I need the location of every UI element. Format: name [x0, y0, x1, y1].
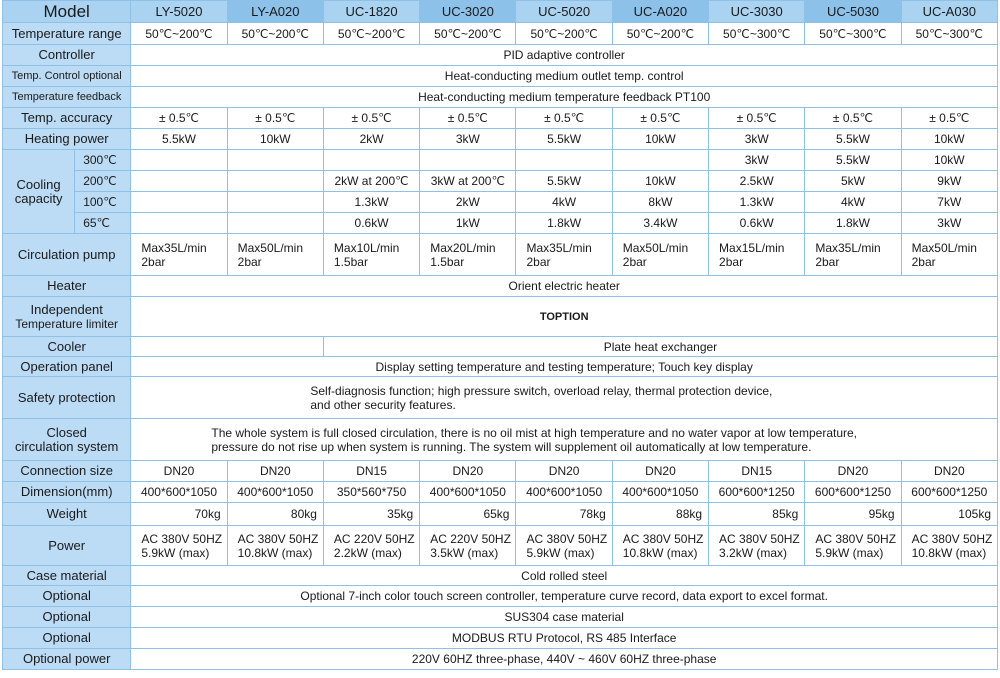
- operation-panel-row: [3, 357, 998, 377]
- table-cell: PID adaptive controller: [131, 45, 998, 66]
- table-cell: 0.6kW: [323, 213, 419, 234]
- pump-pressure: 1.5bar: [430, 254, 465, 269]
- optional-row: [3, 607, 998, 628]
- table-cell: 1.3kW: [709, 192, 805, 213]
- row-label: Optional: [3, 586, 131, 607]
- table-cell: Plate heat exchanger: [323, 337, 997, 357]
- table-cell: [323, 150, 419, 171]
- temperature-limiter-row: [3, 297, 998, 337]
- table-cell: 4kW: [516, 192, 612, 213]
- pump-pressure: 2bar: [141, 254, 166, 269]
- power-max: 10.8kW (max): [622, 545, 698, 560]
- table-cell: [227, 213, 323, 234]
- table-cell: [709, 526, 805, 566]
- model-header-cell: LY-A020: [227, 1, 323, 23]
- text-line: The whole system is full closed circulation, there is no oil mist at high temperature and no water vapor at low temperature,: [211, 425, 857, 440]
- optional-row: [3, 586, 998, 607]
- table-cell: 95kg: [805, 503, 901, 526]
- table-cell: DN20: [612, 461, 708, 482]
- power-supply: AC 220V 50HZ: [333, 531, 415, 546]
- power-supply: AC 380V 50HZ: [141, 531, 223, 546]
- table-cell: 80kg: [227, 503, 323, 526]
- table-cell: DN20: [901, 461, 997, 482]
- cooling-temp-label: 100℃: [75, 192, 131, 213]
- row-label: Weight: [3, 503, 131, 526]
- table-cell: 10kW: [227, 129, 323, 150]
- table-cell: DN20: [131, 461, 227, 482]
- table-cell: [612, 526, 708, 566]
- table-cell: 50℃~200℃: [227, 23, 323, 45]
- pump-pressure: 2bar: [911, 254, 936, 269]
- power-supply: AC 380V 50HZ: [622, 531, 704, 546]
- table-cell: ± 0.5℃: [323, 108, 419, 129]
- model-header: Model: [3, 1, 131, 23]
- row-label: [3, 419, 131, 461]
- power-max: 5.9kW (max): [815, 545, 884, 560]
- table-cell: [227, 150, 323, 171]
- temp-control-optional-row: [3, 66, 998, 87]
- power-supply: AC 380V 50HZ: [815, 531, 897, 546]
- table-cell: 10kW: [612, 129, 708, 150]
- table-cell: 85kg: [709, 503, 805, 526]
- table-cell: 2kW: [420, 192, 516, 213]
- table-cell: [131, 234, 227, 276]
- case-material-row: [3, 566, 998, 586]
- table-cell: 10kW: [901, 150, 997, 171]
- table-cell: 10kW: [612, 171, 708, 192]
- row-label: Temperature feedback: [3, 87, 131, 108]
- pump-flow: Max15L/min: [719, 240, 785, 255]
- table-cell: [323, 526, 419, 566]
- power-supply: AC 380V 50HZ: [911, 531, 993, 546]
- label-line: circulation system: [15, 438, 119, 454]
- cooler-row: [3, 337, 998, 357]
- spec-table: [2, 0, 998, 670]
- power-supply: AC 380V 50HZ: [719, 531, 800, 546]
- header-row: [3, 1, 998, 23]
- table-cell: 1.8kW: [805, 213, 901, 234]
- table-cell: 88kg: [612, 503, 708, 526]
- power-max: 5.9kW (max): [141, 545, 210, 560]
- table-cell: DN20: [227, 461, 323, 482]
- table-cell: [420, 526, 516, 566]
- row-label: Optional power: [3, 649, 131, 670]
- table-cell: 400*600*1050: [227, 482, 323, 503]
- table-cell: 3kW: [901, 213, 997, 234]
- controller-row: [3, 45, 998, 66]
- table-cell: ± 0.5℃: [901, 108, 997, 129]
- power-max: 3.2kW (max): [719, 545, 788, 560]
- heating-power-row: [3, 129, 998, 150]
- table-cell: TOPTION: [131, 297, 998, 337]
- table-cell: 3.4kW: [612, 213, 708, 234]
- table-cell: 350*560*750: [323, 482, 419, 503]
- table-cell: [131, 526, 227, 566]
- table-cell: [516, 526, 612, 566]
- table-cell: 5.5kW: [516, 129, 612, 150]
- table-cell: 65kg: [420, 503, 516, 526]
- pump-pressure: 2bar: [237, 254, 262, 269]
- table-cell: 400*600*1050: [612, 482, 708, 503]
- table-cell: ± 0.5℃: [709, 108, 805, 129]
- table-cell: [227, 192, 323, 213]
- table-cell: 220V 60HZ three-phase, 440V ~ 460V 60HZ three-phase: [131, 649, 998, 670]
- row-label: Temp. accuracy: [3, 108, 131, 129]
- table-cell: [323, 234, 419, 276]
- optional-row: [3, 628, 998, 649]
- row-label: Case material: [3, 566, 131, 586]
- table-cell: 3kW: [709, 129, 805, 150]
- table-cell: [612, 150, 708, 171]
- cooling-capacity-row: [3, 150, 998, 171]
- table-cell: 3kW: [420, 129, 516, 150]
- closed-circulation-row: [3, 419, 998, 461]
- text-line: Self-diagnosis function; high pressure switch, overload relay, thermal protection device,: [310, 383, 773, 398]
- table-cell: 600*600*1250: [901, 482, 997, 503]
- table-cell: 35kg: [323, 503, 419, 526]
- table-cell: [901, 234, 997, 276]
- table-cell: [805, 234, 901, 276]
- row-label: Safety protection: [3, 377, 131, 419]
- table-cell: ± 0.5℃: [227, 108, 323, 129]
- table-cell: 50℃~200℃: [323, 23, 419, 45]
- table-cell: 400*600*1050: [131, 482, 227, 503]
- power-supply: AC 380V 50HZ: [237, 531, 319, 546]
- power-max: 10.8kW (max): [237, 545, 313, 560]
- table-cell: [131, 150, 227, 171]
- safety-protection-row: [3, 377, 998, 419]
- pump-flow: Max35L/min: [526, 240, 592, 255]
- table-cell: 5.5kW: [805, 150, 901, 171]
- row-label: Cooling capacity: [3, 150, 75, 234]
- pump-pressure: 2bar: [526, 254, 551, 269]
- text-line: pressure do not rise up when system is running. The system will supplement oil automatically at low temperature.: [211, 439, 812, 454]
- table-cell: 50℃~200℃: [612, 23, 708, 45]
- table-cell: 1.3kW: [323, 192, 419, 213]
- table-cell: [612, 234, 708, 276]
- table-cell: [227, 171, 323, 192]
- table-cell: [131, 419, 998, 461]
- pump-flow: Max50L/min: [622, 240, 689, 255]
- table-cell: 70kg: [131, 503, 227, 526]
- model-header-cell: UC-3030: [709, 1, 805, 23]
- cooling-temp-label: 300℃: [75, 150, 131, 171]
- table-cell: 0.6kW: [709, 213, 805, 234]
- pump-pressure: 2bar: [622, 254, 647, 269]
- table-cell: MODBUS RTU Protocol, RS 485 Interface: [131, 628, 998, 649]
- table-cell: [805, 526, 901, 566]
- model-header-cell: UC-A030: [901, 1, 997, 23]
- table-cell: DN15: [709, 461, 805, 482]
- model-header-cell: LY-5020: [131, 1, 227, 23]
- pump-flow: Max20L/min: [430, 240, 496, 255]
- power-max: 5.9kW (max): [526, 545, 595, 560]
- row-label: Cooler: [3, 337, 131, 357]
- table-cell: [227, 526, 323, 566]
- row-label: Optional: [3, 628, 131, 649]
- cooling-temp-label: 200℃: [75, 171, 131, 192]
- table-cell: 105kg: [901, 503, 997, 526]
- table-cell: DN20: [420, 461, 516, 482]
- pump-pressure: 2bar: [719, 254, 744, 269]
- table-cell: [420, 150, 516, 171]
- model-header-cell: UC-5020: [516, 1, 612, 23]
- table-cell: [709, 234, 805, 276]
- cooling-capacity-row: [3, 213, 998, 234]
- table-cell: 50℃~200℃: [420, 23, 516, 45]
- pump-flow: Max35L/min: [141, 240, 207, 255]
- row-label: Heater: [3, 276, 131, 297]
- dimension-row: [3, 482, 998, 503]
- model-header-cell: UC-5030: [805, 1, 901, 23]
- row-label: [3, 297, 131, 337]
- table-cell: [901, 526, 997, 566]
- table-cell: 600*600*1250: [709, 482, 805, 503]
- table-cell: 78kg: [516, 503, 612, 526]
- table-cell: 5.5kW: [131, 129, 227, 150]
- table-cell: [131, 192, 227, 213]
- table-cell: 50℃~300℃: [901, 23, 997, 45]
- circulation-pump-row: [3, 234, 998, 276]
- table-cell: [131, 171, 227, 192]
- row-label: Temp. Control optional: [3, 66, 131, 87]
- table-cell: DN15: [323, 461, 419, 482]
- table-cell: 5kW: [805, 171, 901, 192]
- table-cell: 10kW: [901, 129, 997, 150]
- power-max: 10.8kW (max): [911, 545, 987, 560]
- row-label: Dimension(mm): [3, 482, 131, 503]
- pump-flow: Max35L/min: [815, 240, 881, 255]
- table-cell: Heat-conducting medium outlet temp. control: [131, 66, 998, 87]
- table-cell: 50℃~200℃: [131, 23, 227, 45]
- temperature-feedback-row: [3, 87, 998, 108]
- pump-flow: Max50L/min: [911, 240, 977, 255]
- label-line: Independent: [30, 301, 103, 317]
- table-cell: Orient electric heater: [131, 276, 998, 297]
- text-line: and other security features.: [310, 397, 456, 412]
- temp-accuracy-row: [3, 108, 998, 129]
- table-cell: 9kW: [901, 171, 997, 192]
- table-cell: 4kW: [805, 192, 901, 213]
- pump-pressure: 2bar: [815, 254, 840, 269]
- table-cell: Heat-conducting medium temperature feedback PT100: [131, 87, 998, 108]
- table-cell: 2kW at 200℃: [323, 171, 419, 192]
- table-cell: 1kW: [420, 213, 516, 234]
- table-cell: [227, 234, 323, 276]
- pump-flow: Max10L/min: [333, 240, 400, 255]
- table-cell: 3kW at 200℃: [420, 171, 516, 192]
- connection-size-row: [3, 461, 998, 482]
- pump-pressure: 1.5bar: [333, 254, 368, 269]
- table-cell: 2.5kW: [709, 171, 805, 192]
- table-cell: DN20: [516, 461, 612, 482]
- table-cell: ± 0.5℃: [420, 108, 516, 129]
- row-label: Operation panel: [3, 357, 131, 377]
- label-line: Temperature limiter: [15, 316, 119, 331]
- table-cell: 8kW: [612, 192, 708, 213]
- weight-row: [3, 503, 998, 526]
- table-cell: [131, 337, 324, 357]
- heater-row: [3, 276, 998, 297]
- row-label: Controller: [3, 45, 131, 66]
- table-cell: 600*600*1250: [805, 482, 901, 503]
- cooling-capacity-row: [3, 171, 998, 192]
- table-cell: 5.5kW: [516, 171, 612, 192]
- table-cell: SUS304 case material: [131, 607, 998, 628]
- row-label: Optional: [3, 607, 131, 628]
- power-supply: AC 380V 50HZ: [526, 531, 608, 546]
- table-cell: 2kW: [323, 129, 419, 150]
- table-cell: 50℃~300℃: [805, 23, 901, 45]
- cooling-capacity-row: [3, 192, 998, 213]
- table-cell: [516, 234, 612, 276]
- model-header-cell: UC-A020: [612, 1, 708, 23]
- table-cell: 1.8kW: [516, 213, 612, 234]
- cooling-temp-label: 65℃: [75, 213, 131, 234]
- table-cell: ± 0.5℃: [805, 108, 901, 129]
- table-cell: DN20: [805, 461, 901, 482]
- table-cell: 50℃~300℃: [709, 23, 805, 45]
- optional-power-row: [3, 649, 998, 670]
- row-label: Temperature range: [3, 23, 131, 45]
- table-cell: 400*600*1050: [420, 482, 516, 503]
- table-cell: Optional 7-inch color touch screen controller, temperature curve record, data export to excel format.: [131, 586, 998, 607]
- temperature-range-row: [3, 23, 998, 45]
- model-header-cell: UC-1820: [323, 1, 419, 23]
- table-cell: [516, 150, 612, 171]
- table-cell: [131, 377, 998, 419]
- pump-flow: Max50L/min: [237, 240, 304, 255]
- table-cell: [420, 234, 516, 276]
- power-max: 3.5kW (max): [430, 545, 499, 560]
- table-cell: [131, 213, 227, 234]
- row-label: Circulation pump: [3, 234, 131, 276]
- table-cell: 50℃~200℃: [516, 23, 612, 45]
- table-cell: 3kW: [709, 150, 805, 171]
- table-cell: 5.5kW: [805, 129, 901, 150]
- table-cell: Cold rolled steel: [131, 566, 998, 586]
- table-cell: ± 0.5℃: [516, 108, 612, 129]
- label-line: Closed: [46, 424, 87, 440]
- power-supply: AC 220V 50HZ: [430, 531, 511, 546]
- power-row: [3, 526, 998, 566]
- model-header-cell: UC-3020: [420, 1, 516, 23]
- row-label: Power: [3, 526, 131, 566]
- table-cell: ± 0.5℃: [612, 108, 708, 129]
- table-cell: 7kW: [901, 192, 997, 213]
- row-label: Heating power: [3, 129, 131, 150]
- row-label: Connection size: [3, 461, 131, 482]
- table-cell: 400*600*1050: [516, 482, 612, 503]
- power-max: 2.2kW (max): [333, 545, 402, 560]
- table-cell: ± 0.5℃: [131, 108, 227, 129]
- table-cell: Display setting temperature and testing temperature; Touch key display: [131, 357, 998, 377]
